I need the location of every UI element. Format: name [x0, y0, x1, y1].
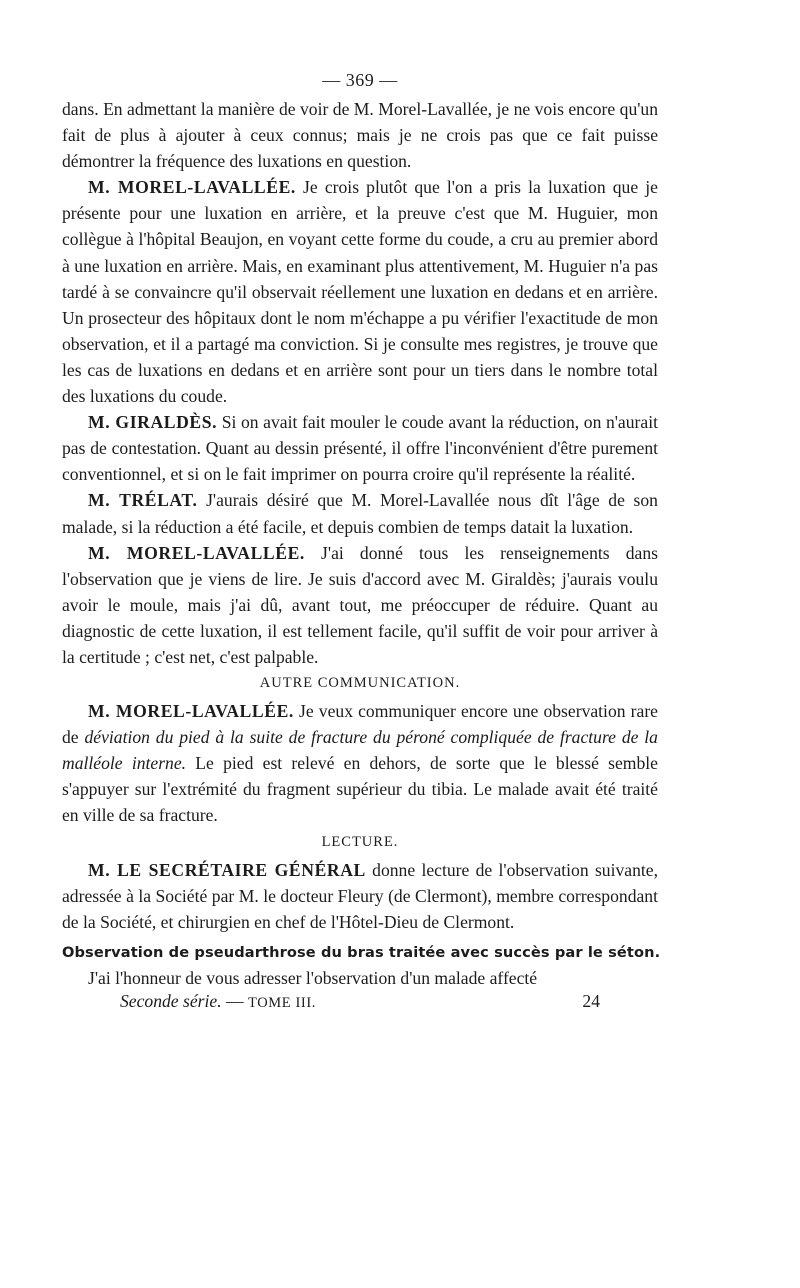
page-footer [62, 989, 658, 1015]
section-heading-autre-communication: AUTRE COMMUNICATION. [259, 675, 461, 692]
footer-signature-mark: 24 [582, 990, 600, 1011]
paragraph-text: J'ai donné tous les renseignements dans l'observation que je viens de lire. Je suis d'accord avec M. Giraldès; j'aurais voulu avoir le moule, mais j'ai dû, avant tout, me préoccuper de réduire. Quant au diagnostic de cette luxation, il est tellement facile, qu'il suffit de voir pour arriver à la certitude ; c'est net, c'est palpable. [62, 542, 658, 667]
paragraph-trelat [62, 487, 658, 539]
page-number: — 369 — [322, 70, 398, 90]
document-page [62, 68, 661, 1015]
paragraph-text: Si on avait fait mouler le coude avant la réduction, on n'aurait pas de contestation. Quant au dessin présenté, il offre l'inconvénient d'être purement conventionnel, et si on le fait imprimer on pourra croire qu'il représente la réalité. [62, 412, 658, 485]
paragraph-observation-start [62, 965, 658, 991]
speaker-name: M. MOREL-LAVALLÉE. [88, 177, 296, 198]
footer-series: Seconde série. [120, 990, 222, 1011]
paragraph-text: J'ai l'honneur de vous adresser l'observation d'un malade affecté [88, 967, 538, 988]
paragraph-text: dans. En admettant la manière de voir de M. Morel-Lavallée, je ne vois encore qu'un fait de plus à ajouter à ceux connus; mais je ne crois pas que ce fait puisse démontrer la fréquence des luxations en question. [62, 99, 658, 172]
section-heading-lecture: LECTURE. [321, 833, 399, 850]
speaker-name: M. MOREL-LAVALLÉE. [88, 701, 294, 722]
paragraph-text: Je veux communiquer encore une observation rare de [62, 701, 658, 748]
observation-title: Observation de pseudarthrose du bras traitée avec succès par le séton. [62, 943, 661, 961]
speaker-name: M. GIRALDÈS. [88, 412, 218, 433]
footer-tome: TOME III. [248, 994, 316, 1011]
paragraph-morel-lavallee-3 [62, 698, 658, 828]
paragraph-text: J'aurais désiré que M. Morel-Lavallée nous dît l'âge de son malade, si la réduction a été facile, et depuis combien de temps datait la luxation. [62, 490, 658, 537]
paragraph-text: donne lecture de l'observation suivante, adressée à la Société par M. le docteur Fleury (de Clermont), membre correspondant de la Société, et chirurgien en chef de l'Hôtel-Dieu de Clermont. [62, 859, 658, 932]
paragraph-continuation [62, 96, 658, 174]
paragraph-morel-lavallee-1 [62, 174, 658, 409]
paragraph-giraldes [62, 409, 658, 487]
speaker-name: M. TRÉLAT. [88, 490, 198, 511]
footer-dash: — [221, 990, 249, 1011]
paragraph-text: Le pied est relevé en dehors, de sorte que le blessé semble s'appuyer sur l'extrémité du fragment supérieur du tibia. Le malade avait été traité en ville de sa fracture. [62, 753, 658, 826]
paragraph-text: Je crois plutôt que l'on a pris la luxation que je présente pour une luxation en arrière, et la preuve c'est que M. Huguier, mon collègue à l'hôpital Beaujon, en voyant cette forme du coude, a cru au premier abord à une luxation en arrière. Mais, en examinant plus attentivement, M. Huguier n'a pas tardé à se convaincre qu'il observait réellement une luxation en dedans et en arrière. Un prosecteur des hôpitaux dont le nom m'échappe a pu vérifier l'exactitude de mon observation, et il a partagé ma conviction. Si je consulte mes registres, je trouve que les cas de luxations en dedans et en arrière sont pour un tiers dans le nombre total des luxations du coude. [62, 177, 658, 407]
speaker-name: M. MOREL-LAVALLÉE. [88, 542, 305, 563]
paragraph-morel-lavallee-2 [62, 540, 658, 670]
speaker-name: M. LE SECRÉTAIRE GÉNÉRAL [88, 859, 366, 880]
italic-title: déviation du pied à la suite de fracture du péroné compliquée de fracture de la malléole interne. [62, 727, 658, 774]
paragraph-secretaire [62, 857, 658, 935]
